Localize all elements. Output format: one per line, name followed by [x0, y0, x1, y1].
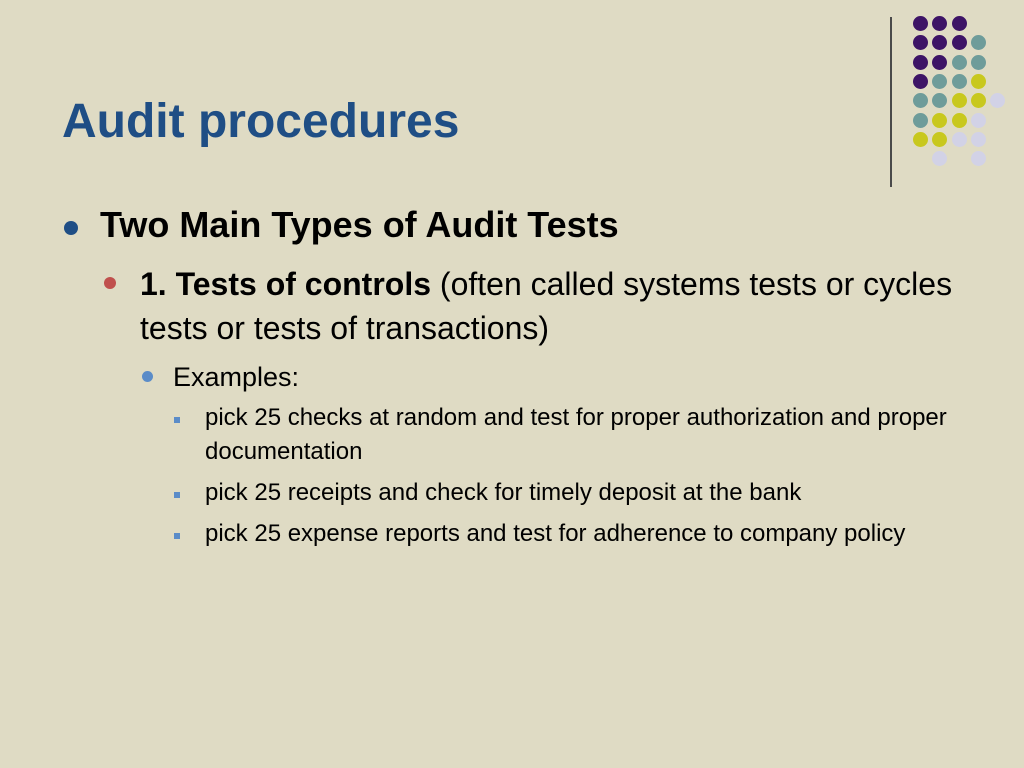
example-item: pick 25 expense reports and test for adherence to company policy	[205, 520, 906, 547]
decorative-dot	[913, 16, 928, 31]
tests-of-controls-description: (often called systems tests or cycles tests or tests of transactions)	[140, 266, 953, 346]
decorative-dot	[952, 74, 967, 89]
bullet-level3	[142, 371, 153, 382]
decorative-dot	[990, 93, 1005, 108]
decorative-dot	[971, 35, 986, 50]
vertical-divider	[890, 17, 892, 187]
bullet-text-level3: Examples:	[173, 362, 300, 392]
decorative-dot	[913, 35, 928, 50]
decorative-dot	[913, 93, 928, 108]
decorative-dot	[952, 55, 967, 70]
decorative-dot	[952, 93, 967, 108]
decorative-dot	[932, 35, 947, 50]
decorative-dot	[971, 151, 986, 166]
decorative-dot	[952, 16, 967, 31]
bullet-level4	[174, 417, 180, 423]
example-item: pick 25 checks at random and test for proper authorization and proper documentation	[205, 404, 947, 465]
decorative-dot	[932, 132, 947, 147]
decorative-dot	[932, 113, 947, 128]
bullet-level1	[64, 221, 78, 235]
decorative-dot	[971, 74, 986, 89]
decorative-dot	[913, 55, 928, 70]
decorative-dot	[913, 113, 928, 128]
decorative-dot	[913, 74, 928, 89]
decorative-dot	[932, 93, 947, 108]
example-item: pick 25 receipts and check for timely deposit at the bank	[205, 479, 802, 506]
decorative-dot	[932, 151, 947, 166]
bullet-level4	[174, 533, 180, 539]
decorative-dot	[952, 113, 967, 128]
decorative-dot	[932, 55, 947, 70]
decorative-dot	[952, 132, 967, 147]
bullet-text-level2	[140, 262, 960, 350]
decorative-dot	[971, 55, 986, 70]
bullet-text-level1: Two Main Types of Audit Tests	[100, 204, 619, 245]
decorative-dot	[932, 74, 947, 89]
decorative-dot	[971, 132, 986, 147]
decorative-dot	[913, 132, 928, 147]
bullet-level2	[104, 277, 116, 289]
decorative-dot	[971, 93, 986, 108]
decorative-dot	[971, 113, 986, 128]
bullet-level4	[174, 492, 180, 498]
slide-title: Audit procedures	[62, 95, 460, 148]
tests-of-controls-label: 1. Tests of controls	[140, 266, 432, 302]
decorative-dot	[952, 35, 967, 50]
decorative-dot	[932, 16, 947, 31]
